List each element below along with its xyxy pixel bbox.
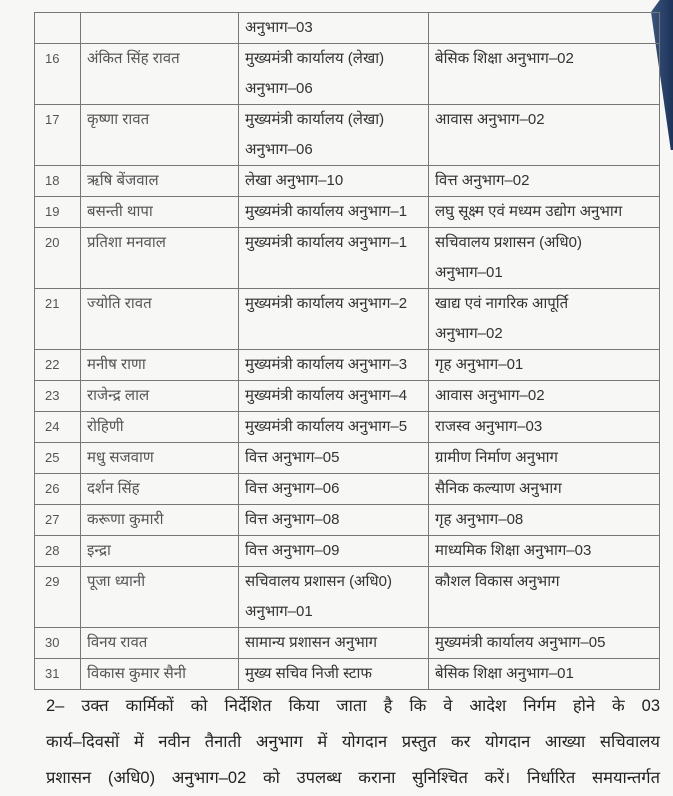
table-row — [35, 197, 660, 228]
new-posting-line: ग्रामीण निर्माण अनुभाग — [435, 449, 558, 466]
serial-number-cell: 17 — [35, 105, 81, 166]
new-posting-cell — [429, 474, 660, 505]
current-section-cell — [239, 289, 429, 350]
new-posting-line: गृह अनुभाग–08 — [435, 511, 524, 528]
current-section-line: वित्त अनुभाग–08 — [245, 511, 340, 528]
new-posting-cell — [429, 381, 660, 412]
new-posting-cell — [429, 105, 660, 166]
new-posting-line: गृह अनुभाग–01 — [435, 356, 524, 373]
serial-number-cell: 29 — [35, 567, 81, 628]
employee-name-cell: करूणा कुमारी — [81, 505, 239, 536]
current-section-cell — [239, 166, 429, 197]
new-posting-line: आवास अनुभाग–02 — [435, 387, 545, 404]
table-row — [35, 659, 660, 690]
current-section-line: वित्त अनुभाग–09 — [245, 542, 340, 559]
paragraph-line-3: प्रशासन (अधि0) अनुभाग–02 को उपलब्ध कराना सुनिश्चित करें। निर्धारित समयान्तर्गत — [46, 769, 660, 787]
new-posting-line: राजस्व अनुभाग–03 — [435, 418, 543, 435]
employee-name-cell: दर्शन सिंह — [81, 474, 239, 505]
current-section-cell — [239, 350, 429, 381]
current-section-cell — [239, 443, 429, 474]
current-section-cell — [239, 44, 429, 105]
paragraph-line-1: 2– उक्त कार्मिकों को निर्देशित किया जाता है कि वे आदेश निर्गम होने के 03 — [46, 697, 660, 715]
current-section-line: अनुभाग–03 — [245, 19, 313, 36]
employee-name-cell: पूजा ध्यानी — [81, 567, 239, 628]
employee-name-cell: प्रतिशा मनवाल — [81, 228, 239, 289]
table-row — [35, 166, 660, 197]
serial-number-cell: 22 — [35, 350, 81, 381]
table-row — [35, 443, 660, 474]
table-row — [35, 474, 660, 505]
employee-name-cell: ज्योति रावत — [81, 289, 239, 350]
serial-number-cell: 30 — [35, 628, 81, 659]
table-row — [35, 628, 660, 659]
employee-name-cell: कृष्णा रावत — [81, 105, 239, 166]
employee-name-cell: अंकित सिंह रावत — [81, 44, 239, 105]
new-posting-cell — [429, 536, 660, 567]
new-posting-cell — [429, 350, 660, 381]
current-section-line: मुख्यमंत्री कार्यालय (लेखा) — [245, 50, 385, 67]
current-section-cell — [239, 105, 429, 166]
serial-number-cell: 27 — [35, 505, 81, 536]
new-posting-line: आवास अनुभाग–02 — [435, 111, 545, 128]
current-section-line: मुख्यमंत्री कार्यालय अनुभाग–5 — [245, 418, 408, 435]
current-section-line: मुख्य सचिव निजी स्टाफ — [245, 665, 372, 682]
new-posting-line: सैनिक कल्याण अनुभाग — [435, 480, 562, 497]
current-section-cell — [239, 381, 429, 412]
current-section-line: मुख्यमंत्री कार्यालय अनुभाग–1 — [245, 203, 408, 220]
serial-number-cell: 24 — [35, 412, 81, 443]
new-posting-cell — [429, 228, 660, 289]
serial-number-cell — [35, 13, 81, 44]
current-section-cell — [239, 536, 429, 567]
employee-name-cell: विकास कुमार सैनी — [81, 659, 239, 690]
current-section-cell — [239, 412, 429, 443]
employee-name-cell: ऋषि बेंजवाल — [81, 166, 239, 197]
new-posting-cell — [429, 505, 660, 536]
current-section-line: सचिवालय प्रशासन (अधि0) — [245, 573, 392, 590]
serial-number-cell: 16 — [35, 44, 81, 105]
table-row — [35, 105, 660, 166]
serial-number-cell: 28 — [35, 536, 81, 567]
new-posting-line: माध्यमिक शिक्षा अनुभाग–03 — [435, 542, 592, 559]
current-section-line: लेखा अनुभाग–10 — [245, 172, 344, 189]
new-posting-cell — [429, 443, 660, 474]
current-section-line: अनुभाग–06 — [245, 80, 313, 97]
current-section-line: मुख्यमंत्री कार्यालय अनुभाग–4 — [245, 387, 408, 404]
employee-name-cell: रोहिणी — [81, 412, 239, 443]
new-posting-line: खाद्य एवं नागरिक आपूर्ति — [435, 295, 569, 312]
serial-number-cell: 19 — [35, 197, 81, 228]
serial-number-cell: 20 — [35, 228, 81, 289]
current-section-line: वित्त अनुभाग–06 — [245, 480, 340, 497]
new-posting-line: मुख्यमंत्री कार्यालय अनुभाग–05 — [435, 634, 606, 651]
current-section-cell — [239, 505, 429, 536]
new-posting-cell — [429, 567, 660, 628]
employee-name-cell: मधु सजवाण — [81, 443, 239, 474]
new-posting-cell — [429, 13, 660, 44]
new-posting-line: बेसिक शिक्षा अनुभाग–02 — [435, 50, 574, 67]
new-posting-line: कौशल विकास अनुभाग — [435, 573, 560, 590]
employee-name-cell: विनय रावत — [81, 628, 239, 659]
serial-number-cell: 18 — [35, 166, 81, 197]
serial-number-cell: 31 — [35, 659, 81, 690]
new-posting-cell — [429, 659, 660, 690]
new-posting-cell — [429, 197, 660, 228]
new-posting-line: लघु सूक्ष्म एवं मध्यम उद्योग अनुभाग — [435, 203, 623, 220]
table-row — [35, 289, 660, 350]
current-section-cell — [239, 628, 429, 659]
table-row — [35, 536, 660, 567]
new-posting-line: अनुभाग–02 — [435, 325, 503, 342]
new-posting-line: सचिवालय प्रशासन (अधि0) — [435, 234, 582, 251]
current-section-line: सामान्य प्रशासन अनुभाग — [245, 634, 378, 651]
current-section-cell — [239, 659, 429, 690]
new-posting-cell — [429, 412, 660, 443]
new-posting-cell — [429, 166, 660, 197]
employee-name-cell: इन्द्रा — [81, 536, 239, 567]
current-section-line: मुख्यमंत्री कार्यालय (लेखा) — [245, 111, 385, 128]
employee-name-cell: मनीष राणा — [81, 350, 239, 381]
transfer-table — [34, 12, 660, 690]
employee-name-cell: बसन्ती थापा — [81, 197, 239, 228]
new-posting-cell — [429, 44, 660, 105]
table-row — [35, 228, 660, 289]
current-section-cell — [239, 197, 429, 228]
table-row — [35, 44, 660, 105]
new-posting-cell — [429, 289, 660, 350]
current-section-cell — [239, 228, 429, 289]
table-row — [35, 412, 660, 443]
current-section-line: वित्त अनुभाग–05 — [245, 449, 340, 466]
new-posting-line: वित्त अनुभाग–02 — [435, 172, 530, 189]
table-row — [35, 567, 660, 628]
current-section-cell — [239, 13, 429, 44]
current-section-line: मुख्यमंत्री कार्यालय अनुभाग–1 — [245, 234, 408, 251]
current-section-line: मुख्यमंत्री कार्यालय अनुभाग–2 — [245, 295, 408, 312]
current-section-line: मुख्यमंत्री कार्यालय अनुभाग–3 — [245, 356, 408, 373]
table-row — [35, 381, 660, 412]
employee-name-cell — [81, 13, 239, 44]
new-posting-line: अनुभाग–01 — [435, 264, 503, 281]
new-posting-line: बेसिक शिक्षा अनुभाग–01 — [435, 665, 574, 682]
current-section-cell — [239, 567, 429, 628]
employee-name-cell: राजेन्द्र लाल — [81, 381, 239, 412]
table-row — [35, 13, 660, 44]
table-row — [35, 505, 660, 536]
serial-number-cell: 26 — [35, 474, 81, 505]
table-row — [35, 350, 660, 381]
current-section-cell — [239, 474, 429, 505]
new-posting-cell — [429, 628, 660, 659]
serial-number-cell: 21 — [35, 289, 81, 350]
current-section-line: अनुभाग–01 — [245, 603, 313, 620]
paragraph-line-2: कार्य–दिवसों में नवीन तैनाती अनुभाग में योगदान प्रस्तुत कर योगदान आख्या सचिवालय — [46, 733, 660, 751]
serial-number-cell: 23 — [35, 381, 81, 412]
current-section-line: अनुभाग–06 — [245, 141, 313, 158]
serial-number-cell: 25 — [35, 443, 81, 474]
